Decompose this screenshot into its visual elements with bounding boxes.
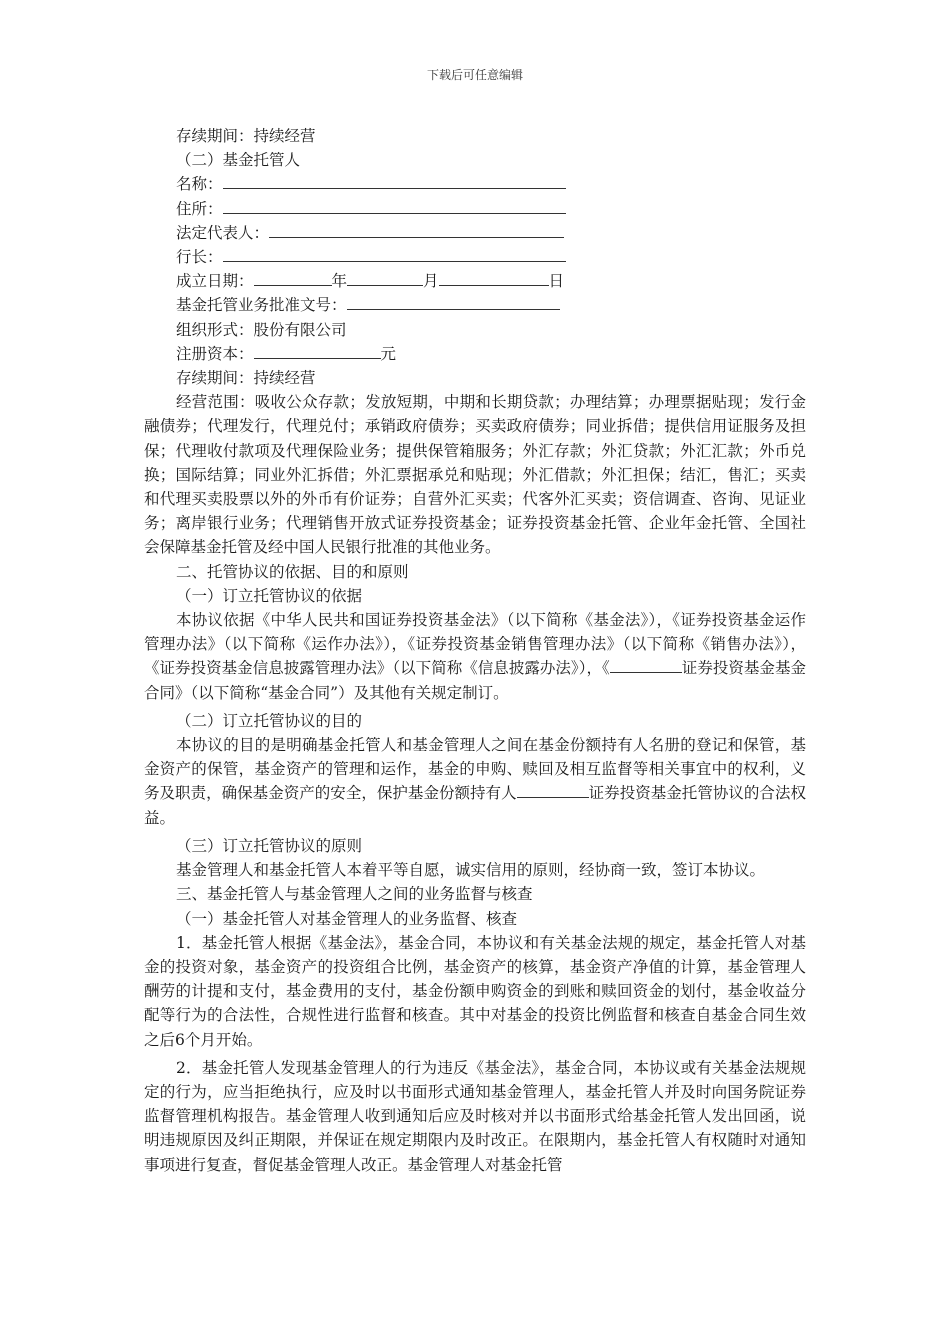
- form-field-address: 住所：: [144, 197, 806, 221]
- form-field-org-form: 组织形式：股份有限公司: [176, 320, 347, 339]
- fill-in-blank[interactable]: [517, 783, 589, 798]
- section-heading: （二）基金托管人: [176, 151, 301, 170]
- fill-in-blank[interactable]: [347, 295, 560, 310]
- fill-in-blank[interactable]: [610, 658, 682, 673]
- paragraph-purpose: 本协议的目的是明确基金托管人和基金管理人之间在基金份额持有人名册的登记和保管，基金资产的保管，基金资产的管理和运作，基金的申购、赎回及相互监督等相关事宜中的权利，义务及职责，确保基金资产的安全，保护基金份额持有人 证券投资基金托管协议的合法权益。: [144, 736, 806, 827]
- subsection-heading: （三）订立托管协议的原则: [176, 836, 363, 855]
- paragraph-business-scope: 经营范围：吸收公众存款；发放短期，中期和长期贷款；办理结算；办理票据贴现；发行金融债券；代理发行，代理兑付；承销政府债券；买卖政府债券；同业拆借；提供信用证服务及担保；代理收付款项及代理保险业务；提供保管箱服务；外汇存款；外汇贷款；外汇汇款；外币兑换；国际结算；同业外汇拆借；外汇票据承兑和贴现；外汇借款；外汇担保；结汇，售汇；买卖和代理买卖股票以外的外币有价证券；自营外汇买卖；代客外汇买卖；资信调查、咨询、见证业务；离岸银行业务；代理销售开放式证券投资基金；证券投资基金托管、企业年金托管、全国社会保障基金托管及经中国人民银行批准的其他业务。: [144, 393, 806, 557]
- text-line: 存续期间：持续经营: [176, 369, 316, 388]
- subsection-heading: （一）基金托管人对基金管理人的业务监督、核查: [176, 909, 518, 928]
- text-line: 存续期间：持续经营: [176, 127, 316, 145]
- fill-in-blank[interactable]: [223, 174, 566, 189]
- fill-in-blank[interactable]: [439, 271, 549, 286]
- page-header: 下载后可任意编辑: [426, 68, 523, 82]
- subsection-heading: （二）订立托管协议的目的: [176, 711, 363, 730]
- fill-in-blank[interactable]: [347, 271, 423, 286]
- fill-in-blank[interactable]: [223, 247, 566, 262]
- form-field-name: 名称：: [144, 172, 806, 196]
- fill-in-blank[interactable]: [254, 344, 381, 359]
- paragraph-principle: 基金管理人和基金托管人本着平等自愿，诚实信用的原则，经协商一致，签订本协议。: [176, 861, 766, 880]
- section-heading: 三、基金托管人与基金管理人之间的业务监督与核查: [176, 885, 533, 904]
- form-field-approval-no: 基金托管业务批准文号：: [144, 293, 806, 317]
- form-field-est-date: 成立日期： 年 月 日: [176, 272, 565, 291]
- section-heading: 二、托管协议的依据、目的和原则: [176, 562, 409, 581]
- subsection-heading: （一）订立托管协议的依据: [176, 586, 363, 605]
- paragraph-item-1: 1．基金托管人根据《基金法》，基金合同，本协议和有关基金法规的规定，基金托管人对基金的投资对象，基金资产的投资组合比例，基金资产的核算，基金资产净值的计算，基金管理人酬劳的计提和支付，基金费用的支付，基金份额申购资金的到账和赎回资金的划付，基金收益分配等行为的合法性，合规性进行监督和核查。其中对基金的投资比例监督和核查自基金合同生效之后6个月开始。: [144, 933, 806, 1049]
- form-field-president: 行长：: [144, 245, 806, 269]
- form-field-legal-rep: 法定代表人：: [144, 221, 806, 245]
- fill-in-blank[interactable]: [269, 223, 564, 238]
- fill-in-blank[interactable]: [223, 199, 566, 214]
- document-body: [144, 124, 806, 1177]
- paragraph-basis: 本协议依据《中华人民共和国证券投资基金法》（以下简称《基金法》），《证券投资基金运作管理办法》（以下简称《运作办法》），《证券投资基金销售管理办法》（以下简称《销售办法》），《证券投资基金信息披露管理办法》（以下简称《信息披露办法》），《 证券投资基金基金合同》（以下简称“基金合同”）及其他有关规定制订。: [144, 611, 806, 702]
- fill-in-blank[interactable]: [254, 271, 332, 286]
- form-field-capital: 注册资本： 元: [176, 344, 397, 363]
- paragraph-item-2: 2．基金托管人发现基金管理人的行为违反《基金法》，基金合同，本协议或有关基金法规规定的行为，应当拒绝执行，应及时以书面形式通知基金管理人，基金托管人并及时向国务院证券监督管理机构报告。基金管理人收到通知后应及时核对并以书面形式给基金托管人发出回函，说明违规原因及纠正期限，并保证在规定期限内及时改正。在限期内，基金托管人有权随时对通知事项进行复查，督促基金管理人改正。基金管理人对基金托管: [144, 1058, 806, 1174]
